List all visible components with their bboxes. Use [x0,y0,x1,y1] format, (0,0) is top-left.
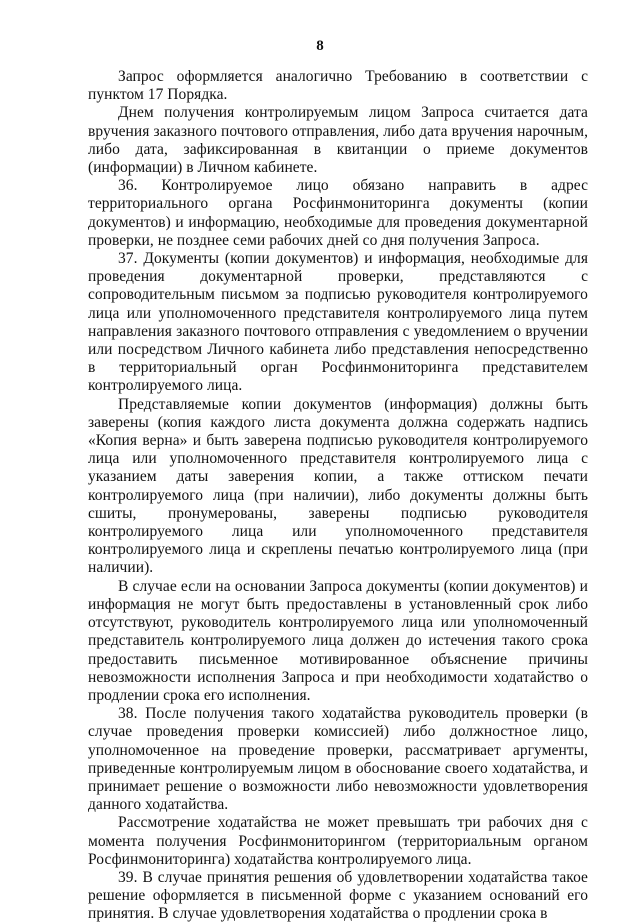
paragraph-item-39: 39. В случае принятия решения об удовлетворении ходатайства такое решение оформляется в письменной форме с указанием оснований его принятия. В случае удовлетворения ходатайства о продлении срока в [88,868,588,923]
paragraph-request-form: Запрос оформляется аналогично Требованию в соответствии с пунктом 17 Порядка. [88,68,588,104]
paragraph-certified-copies: Представляемые копии документов (информация) должны быть заверены (копия каждого листа документа должна содержать надпись «Копия верна» и быть заверена подписью руководителя контролируемого лица или уполномоченного представителя контролируемого лица с указанием даты заверения копии, а также оттиском печати контролируемого лица (при наличии), либо документы должны быть сшиты, пронумерованы, заверены подписью руководителя контролируемого лица или уполномоченного представителя контролируемого лица и скреплены печатью контролируемого лица (при наличии). [88,395,588,577]
document-body [88,68,588,924]
page-number: 8 [316,38,324,54]
paragraph-item-36: 36. Контролируемое лицо обязано направить в адрес территориального органа Росфинмониторинга документы (копии документов) и информацию, необходимые для проведения документарной проверки, не позднее семи рабочих дней со дня получения Запроса. [88,177,588,249]
paragraph-review-period: Рассмотрение ходатайства не может превышать три рабочих дня с момента получения Росфинмониторингом (территориальным органом Росфинмониторинга) ходатайства контролируемого лица. [88,814,588,868]
paragraph-receipt-date: Днем получения контролируемым лицом Запроса считается дата вручения заказного почтового отправления, либо дата вручения нарочным, либо дата, зафиксированная в квитанции о приеме документов (информации) в Личном кабинете. [88,104,588,177]
paragraph-item-38: 38. После получения такого ходатайства руководитель проверки (в случае проведения проверки комиссией) либо должностное лицо, уполномоченное на проведение проверки, рассматривает аргументы, приведенные контролируемым лицом в обоснование своего ходатайства, и принимает решение о возможности либо невозможности удовлетворения данного ходатайства. [88,705,588,814]
paragraph-item-37: 37. Документы (копии документов) и информация, необходимые для проведения документарной проверки, представляются с сопроводительным письмом за подписью руководителя контролируемого лица или уполномоченного представителя контролируемого лица путем направления заказного почтового отправления с уведомлением о вручении или посредством Личного кабинета либо представления непосредственно в территориальный орган Росфинмониторинга представителем контролируемого лица. [88,250,588,395]
paragraph-explanation: В случае если на основании Запроса документы (копии документов) и информация не могут быть предоставлены в установленный срок либо отсутствуют, руководитель контролируемого лица или уполномоченный представитель контролируемого лица должен до истечения такого срока предоставить письменное мотивированное объяснение причины невозможности исполнения Запроса и при необходимости ходатайство о продлении срока его исполнения. [88,577,588,704]
